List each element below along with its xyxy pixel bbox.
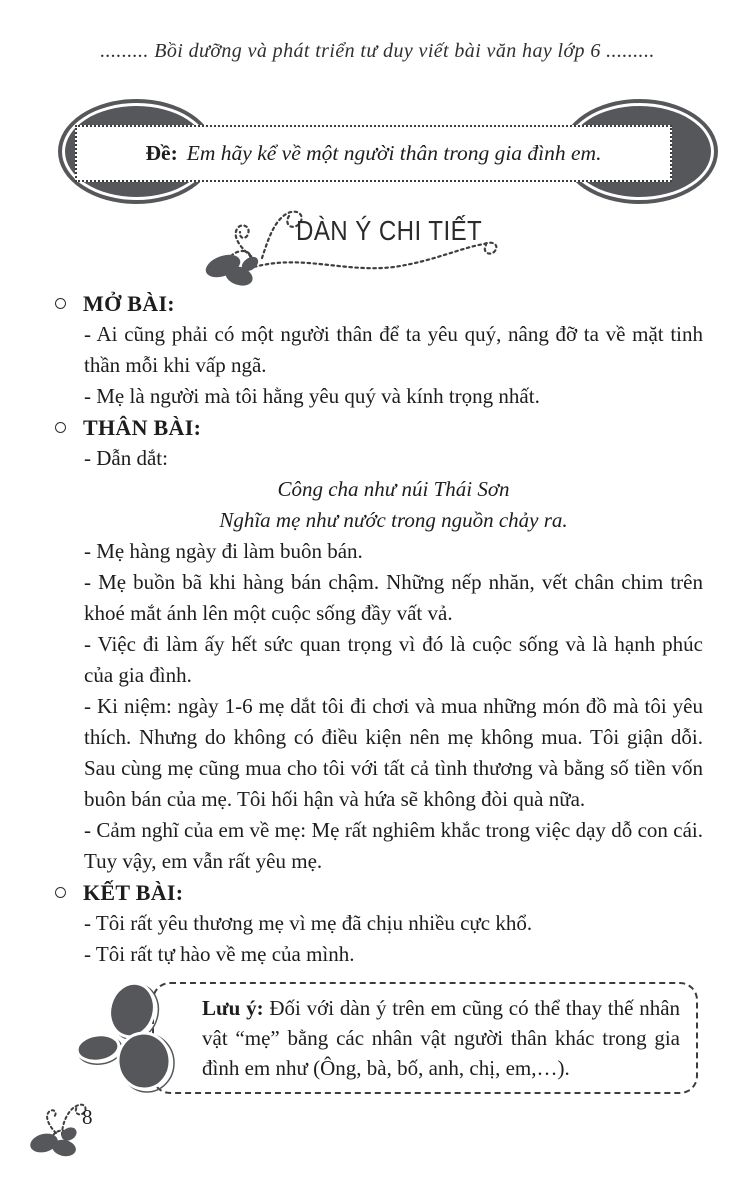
verse-line: Nghĩa mẹ như nước trong nguồn chảy ra. bbox=[219, 508, 568, 532]
outline-item: - Dẫn dắt: bbox=[84, 446, 168, 470]
outline-item: - Việc đi làm ấy hết sức quan trọng vì đó là cuộc sống và là hạnh phúc của gia đình. bbox=[84, 632, 703, 687]
circle-bullet-icon bbox=[55, 298, 66, 309]
page-number: 8 bbox=[82, 1105, 93, 1129]
note-label: Lưu ý: bbox=[202, 996, 264, 1020]
section-heading-label: MỞ BÀI: bbox=[83, 291, 175, 316]
outline-item: - Tôi rất tự hào về mẹ của mình. bbox=[84, 942, 355, 966]
assignment-label: Đề: bbox=[145, 141, 178, 165]
outline-content bbox=[84, 288, 703, 970]
outline-item: - Cảm nghĩ của em về mẹ: Mẹ rất nghiêm khắc trong việc dạy dỗ con cái. Tuy vậy, em vẫn rất yêu mẹ. bbox=[84, 818, 703, 873]
section-heading-label: KẾT BÀI: bbox=[83, 880, 184, 905]
section-heading-ket-bai bbox=[53, 877, 703, 908]
circle-bullet-icon bbox=[55, 887, 66, 898]
section-heading-mo-bai bbox=[53, 288, 703, 319]
assignment-box bbox=[75, 125, 672, 182]
note-box bbox=[152, 982, 698, 1094]
section-heading-than-bai bbox=[53, 412, 703, 443]
note-text: Đối với dàn ý trên em cũng có thể thay thế nhân vật “mẹ” bằng các nhân vật người thân khác trong gia đình em như (Ông, bà, bố, anh, chị, em,…). bbox=[202, 996, 681, 1080]
circle-bullet-icon bbox=[55, 422, 66, 433]
outline-item: - Tôi rất yêu thương mẹ vì mẹ đã chịu nhiều cực khổ. bbox=[84, 911, 533, 935]
verse-line: Công cha như núi Thái Sơn bbox=[277, 477, 510, 501]
outline-item: - Mẹ buồn bã khi hàng bán chậm. Những nếp nhăn, vết chân chim trên khoé mắt ánh lên một cuộc sống đầy vất vả. bbox=[84, 570, 703, 625]
outline-item: - Mẹ là người mà tôi hằng yêu quý và kính trọng nhất. bbox=[84, 384, 540, 408]
running-header: ......... Bồi dưỡng và phát triển tư duy viết bài văn hay lớp 6 ......... bbox=[100, 40, 655, 62]
assignment-text: Em hãy kể về một người thân trong gia đình em. bbox=[186, 141, 602, 165]
outline-item: - Ki niệm: ngày 1-6 mẹ dắt tôi đi chơi và mua những món đồ mà tôi yêu thích. Nhưng do không có điều kiện nên mẹ không mua. Tôi giận dỗi. Sau cùng mẹ cũng mua cho tôi với tất cả tình thương và bằng số tiền vốn buôn bán của mẹ. Tôi hối hận và hứa sẽ không đòi quà nữa. bbox=[84, 694, 703, 811]
outline-title-ornament bbox=[192, 200, 532, 295]
flower-icon bbox=[76, 982, 190, 1094]
outline-title: DÀN Ý CHI TIẾT bbox=[296, 215, 483, 246]
footer-ornament bbox=[26, 1093, 156, 1165]
outline-item: - Mẹ hàng ngày đi làm buôn bán. bbox=[84, 539, 363, 563]
section-heading-label: THÂN BÀI: bbox=[83, 415, 202, 440]
outline-item: - Ai cũng phải có một người thân để ta yêu quý, nâng đỡ ta về mặt tinh thần mỗi khi vấp ngã. bbox=[84, 322, 703, 377]
assignment-banner bbox=[0, 97, 755, 209]
